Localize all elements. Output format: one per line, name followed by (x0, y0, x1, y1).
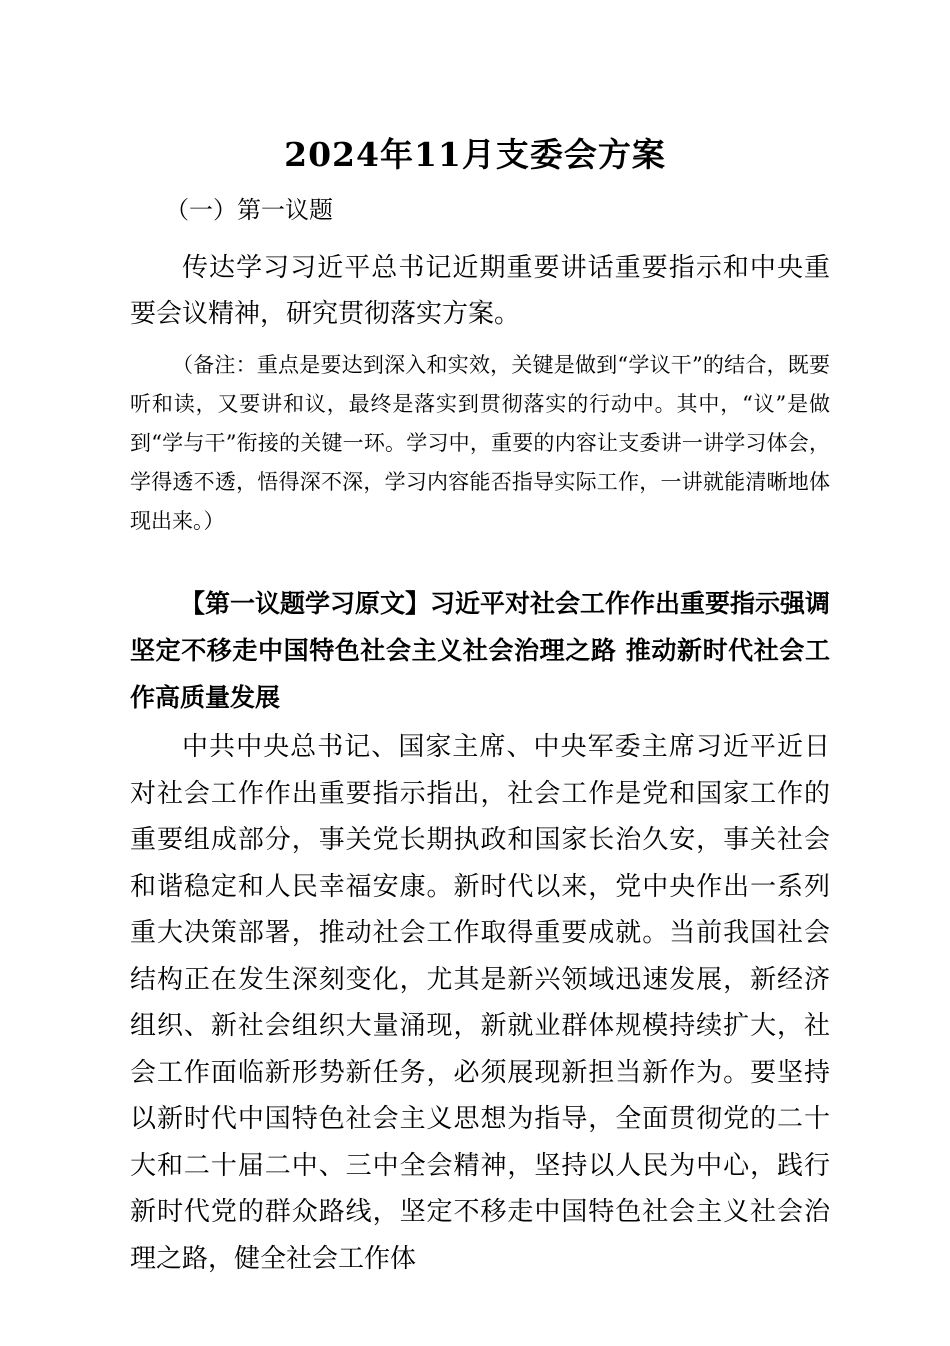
intro-paragraph: 传达学习习近平总书记近期重要讲话重要指示和中央重要会议精神，研究贯彻落实方案。 (130, 253, 830, 329)
note-paragraph: （备注：重点是要达到深入和实效，关键是做到“学议干”的结合，既要听和读，又要讲和议，最终是落实到贯彻落实的行动中。其中，“议”是做到“学与干”衔接的关键一环。学习中，重要的内容让支委讲一讲学习体会，学得透不透，悟得深不深，学习内容能否指导实际工作，一讲就能清晰地体现出来。） (130, 353, 830, 533)
section-heading: （一）第一议题 (165, 196, 333, 224)
document-title: 2024年11月支委会方案 (284, 135, 666, 174)
body-paragraph: 中共中央总书记、国家主席、中央军委主席习近平近日对社会工作作出重要指示指出，社会工作是党和国家工作的重要组成部分，事关党长期执政和国家长治久安，事关社会和谐稳定和人民幸福安康。新时代以来，党中央作出一系列重大决策部署，推动社会工作取得重要成就。当前我国社会结构正在发生深刻变化，尤其是新兴领域迅速发展，新经济组织、新社会组织大量涌现，新就业群体规模持续扩大，社会工作面临新形势新任务，必须展现新担当新作为。要坚持以新时代中国特色社会主义思想为指导，全面贯彻党的二十大和二十届二中、三中全会精神，坚持以人民为中心，践行新时代党的群众路线，坚定不移走中国特色社会主义社会治理之路，健全社会工作体 (130, 732, 830, 1274)
study-text-heading: 【第一议题学习原文】习近平对社会工作作出重要指示强调 坚定不移走中国特色社会主义社会治理之路 推动新时代社会工作高质量发展 (130, 589, 831, 712)
